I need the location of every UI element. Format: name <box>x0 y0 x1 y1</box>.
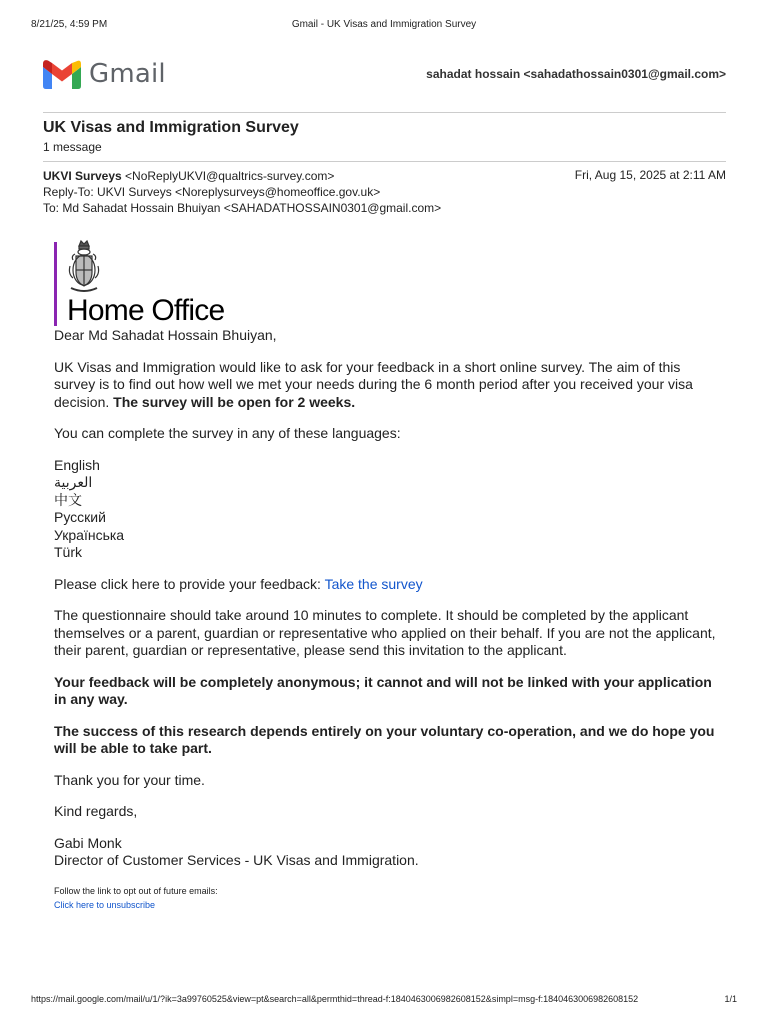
languages-list <box>54 457 719 562</box>
home-office-logo <box>54 238 254 326</box>
sender-name: UKVI Surveys <box>43 169 122 183</box>
gmail-wordmark: Gmail <box>89 59 166 89</box>
language-item: English <box>54 456 100 473</box>
language-item: Русский <box>54 509 106 525</box>
sender-email: <NoReplyUKVI@qualtrics-survey.com> <box>121 169 335 183</box>
gmail-logo <box>43 59 166 89</box>
intro-paragraph <box>54 359 719 412</box>
reply-to: Reply-To: UKVI Surveys <Noreplysurveys@homeoffice.gov.uk> <box>43 185 381 199</box>
feedback-prompt: Please click here to provide your feedback: <box>54 575 325 592</box>
page-url: https://mail.google.com/mail/u/1/?ik=3a99760525&view=pt&search=all&permthid=thread-f:1840463006982608152&simpl=msg-f:1840463006982608152 <box>31 994 639 1004</box>
recipient: To: Md Sahadat Hossain Bhuiyan <SAHADATHOSSAIN0301@gmail.com> <box>43 201 442 215</box>
email-body <box>54 327 719 912</box>
royal-crest-icon <box>67 238 101 294</box>
language-item: Українська <box>54 526 125 543</box>
message-date: Fri, Aug 15, 2025 at 2:11 AM <box>574 168 726 182</box>
take-survey-link[interactable]: Take the survey <box>324 575 423 592</box>
unsubscribe-link[interactable]: Click here to unsubscribe <box>54 899 156 910</box>
languages-intro: You can complete the survey in any of these languages: <box>54 425 401 441</box>
logo-accent-bar <box>54 242 57 326</box>
print-date: 8/21/25, 4:59 PM <box>31 19 108 30</box>
regards-line: Kind regards, <box>54 803 138 819</box>
feedback-line <box>54 576 719 594</box>
thanks-line: Thank you for your time. <box>54 771 205 788</box>
signature-name: Gabi Monk <box>54 834 122 851</box>
signature-title: Director of Customer Services - UK Visas and Immigration. <box>54 852 419 868</box>
success-paragraph: The success of this research depends entirely on your voluntary co-operation, and we do hope you will be able to take part. <box>54 722 715 756</box>
greeting: Dear Md Sahadat Hossain Bhuiyan, <box>54 327 277 343</box>
divider <box>43 161 726 162</box>
intro-text: UK Visas and Immigration would like to ask for your feedback in a short online survey. The aim of this survey is to find out how well we met your needs during the 6 month period after you received your visa decision. <box>54 358 693 410</box>
message-count: 1 message <box>43 140 102 154</box>
questionnaire-paragraph: The questionnaire should take around 10 minutes to complete. It should be completed by the applicant themselves or a parent, guardian or representative who applied on their behalf. If you are not the applicant, their parent, guardian or representative, please send this invitation to the applicant. <box>54 607 716 658</box>
page-number: 1/1 <box>724 994 737 1004</box>
account-label: sahadat hossain <sahadathossain0301@gmail.com> <box>426 67 726 81</box>
optout-section <box>54 884 719 912</box>
print-header <box>31 19 737 33</box>
anonymous-paragraph: Your feedback will be completely anonymous; it cannot and will not be linked with your application in any way. <box>54 673 712 707</box>
home-office-wordmark: Home Office <box>67 294 225 327</box>
language-item: Türk <box>54 544 82 560</box>
divider <box>43 112 726 113</box>
optout-text: Follow the link to opt out of future emails: <box>54 885 218 896</box>
intro-bold: The survey will be open for 2 weeks. <box>113 393 356 410</box>
thread-subject: UK Visas and Immigration Survey <box>43 119 299 136</box>
gmail-m-icon <box>43 60 81 89</box>
print-title: Gmail - UK Visas and Immigration Survey <box>291 19 477 30</box>
language-item: 中文 <box>54 491 82 508</box>
language-item: العربية <box>54 474 93 490</box>
message-header <box>43 168 441 216</box>
